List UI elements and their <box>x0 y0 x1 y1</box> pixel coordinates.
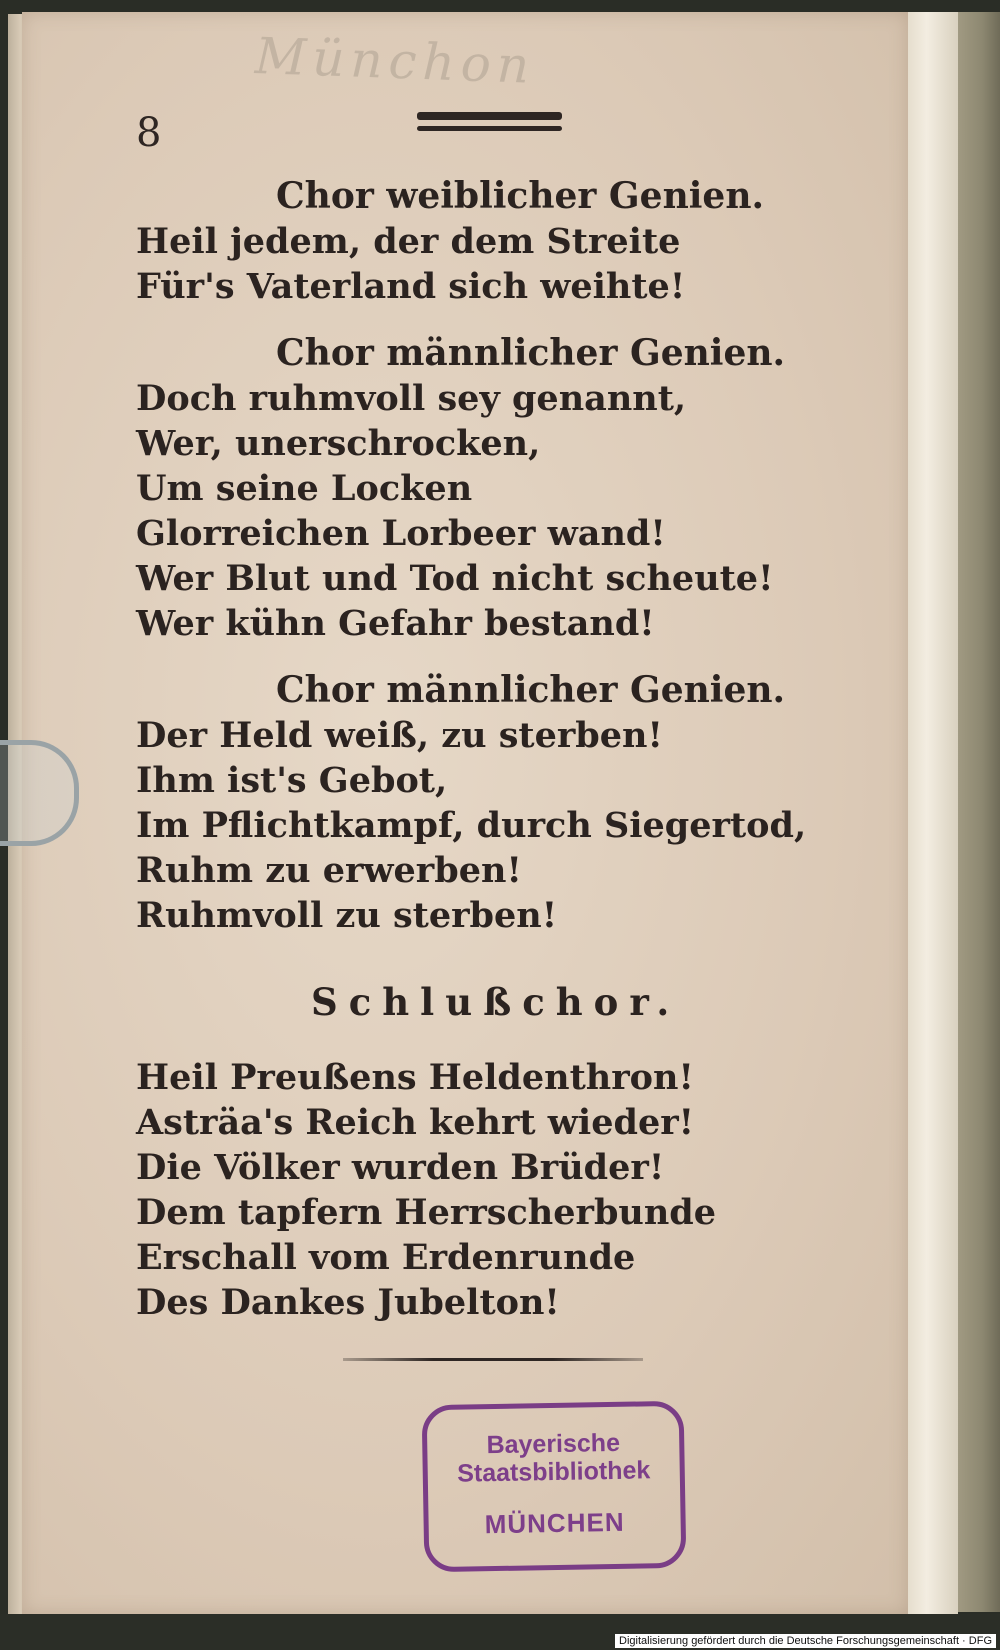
section-final-chorus <box>136 1055 836 1325</box>
verse-line: Der Held weiß, zu sterben! <box>136 715 663 756</box>
viewer-footer-bar <box>0 1614 1000 1650</box>
page-number: 8 <box>136 110 162 156</box>
book-cover-board <box>955 12 1000 1612</box>
verse-line: Wer, unerschrocken, <box>136 423 541 464</box>
verse-line: Ruhm zu erwerben! <box>136 850 522 891</box>
section-heading: Chor männlicher Genien. <box>276 332 786 374</box>
digitization-credit: Digitalisierung gefördert durch die Deutsche Forschungsgemeinschaft · DFG <box>615 1634 996 1648</box>
section-heading: Chor weiblicher Genien. <box>276 175 765 217</box>
section-male-chorus-1 <box>136 331 836 646</box>
verse-line: Die Völker wurden Brüder! <box>136 1147 665 1188</box>
verse-line: Dem tapfern Herrscherbunde <box>136 1192 717 1233</box>
section-heading: Chor männlicher Genien. <box>276 669 786 711</box>
header-rule <box>417 112 562 120</box>
stamp-text-line3: MÜNCHEN <box>484 1506 625 1540</box>
verse-line: Asträa's Reich kehrt wieder! <box>136 1102 695 1143</box>
verse-line: Heil jedem, der dem Streite <box>136 221 681 262</box>
verse-line: Glorreichen Lorbeer wand! <box>136 513 666 554</box>
verse-line: Erschall vom Erdenrunde <box>136 1237 636 1278</box>
verse-line: Wer Blut und Tod nicht scheute! <box>136 558 774 599</box>
verse-line: Des Dankes Jubelton! <box>136 1282 560 1323</box>
header-rule-thin <box>417 126 562 131</box>
final-chorus-heading: Schlußchor. <box>311 980 681 1024</box>
stamp-text-line2: Staatsbibliothek <box>456 1456 651 1488</box>
section-female-chorus <box>136 174 836 309</box>
verse-line: Ruhmvoll zu sterben! <box>136 895 558 936</box>
pencil-annotation: Münchon <box>254 27 537 95</box>
stamp-text-line1: Bayerische <box>486 1428 621 1460</box>
verse-line: Heil Preußens Heldenthron! <box>136 1057 694 1098</box>
section-male-chorus-2 <box>136 668 836 938</box>
library-stamp <box>422 1401 687 1573</box>
poem-text <box>136 174 836 1347</box>
verse-line: Für's Vaterland sich weihte! <box>136 266 686 307</box>
page-edges-right <box>905 12 958 1614</box>
verse-line: Um seine Locken <box>136 468 473 509</box>
verse-line: Im Pflichtkampf, durch Siegertod, <box>136 805 807 846</box>
verse-line: Ihm ist's Gebot, <box>136 760 448 801</box>
verse-line: Wer kühn Gefahr bestand! <box>136 603 655 644</box>
verse-line: Doch ruhmvoll sey genannt, <box>136 378 687 419</box>
end-rule <box>343 1358 643 1361</box>
